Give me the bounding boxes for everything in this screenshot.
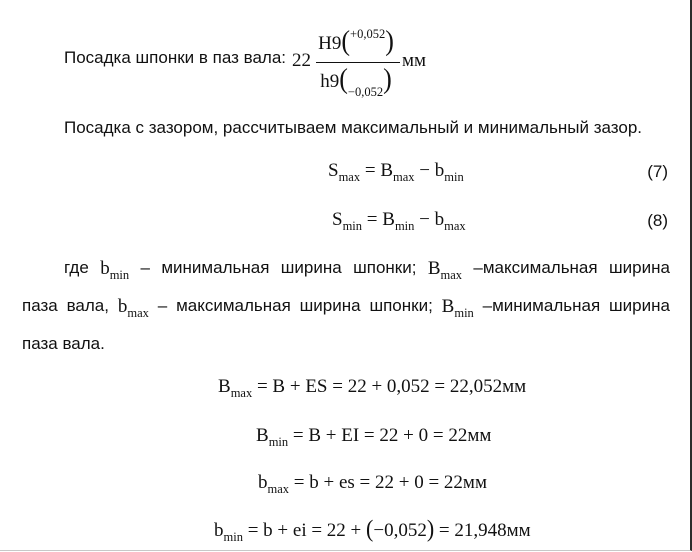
fit-unit: мм	[402, 50, 427, 71]
equation-7-number: (7)	[647, 162, 668, 181]
where-line-3: паза вала.	[22, 334, 105, 353]
calc-bmax: $b_{max} = b$ + es = 22 + 0 = 22мм	[258, 472, 487, 496]
fit-numerator: H9($^{+0,052}$)	[318, 24, 394, 57]
fit-nominal: 22	[292, 50, 311, 71]
calc-Bmin: $B_{min} = B$ + EI = 22 + 0 = 22мм	[256, 425, 492, 449]
equation-8: $S_{min} = B_{min} - b_{max}$	[332, 209, 466, 233]
fit-denominator: $h9(_{-0,052})$	[320, 62, 392, 99]
where-line-1: где $b_{min}$ – минимальная ширина шпонки; $B_{max}$ –максимальная ширина	[64, 258, 670, 282]
equation-7: $S_{max} = B_{max} - b_{min}$	[328, 160, 464, 184]
equation-8-number: (8)	[647, 211, 668, 230]
where-line-2: паза вала, $b_{max}$ – максимальная ширина шпонки; $B_{min}$ –минимальная ширина	[22, 296, 670, 320]
fit-label: Посадка шпонки в паз вала:	[64, 48, 287, 67]
calc-bmin: $b_{min} = b$ + ei = 22 + (−0,052) = 21,948мм	[214, 514, 531, 544]
calc-Bmax: $B_{max} = B$ + ES = 22 + 0,052 = 22,052мм	[218, 376, 527, 400]
fit-formula	[292, 24, 432, 99]
intro-text: Посадка с зазором, рассчитываем максимальный и минимальный зазор.	[64, 118, 642, 137]
